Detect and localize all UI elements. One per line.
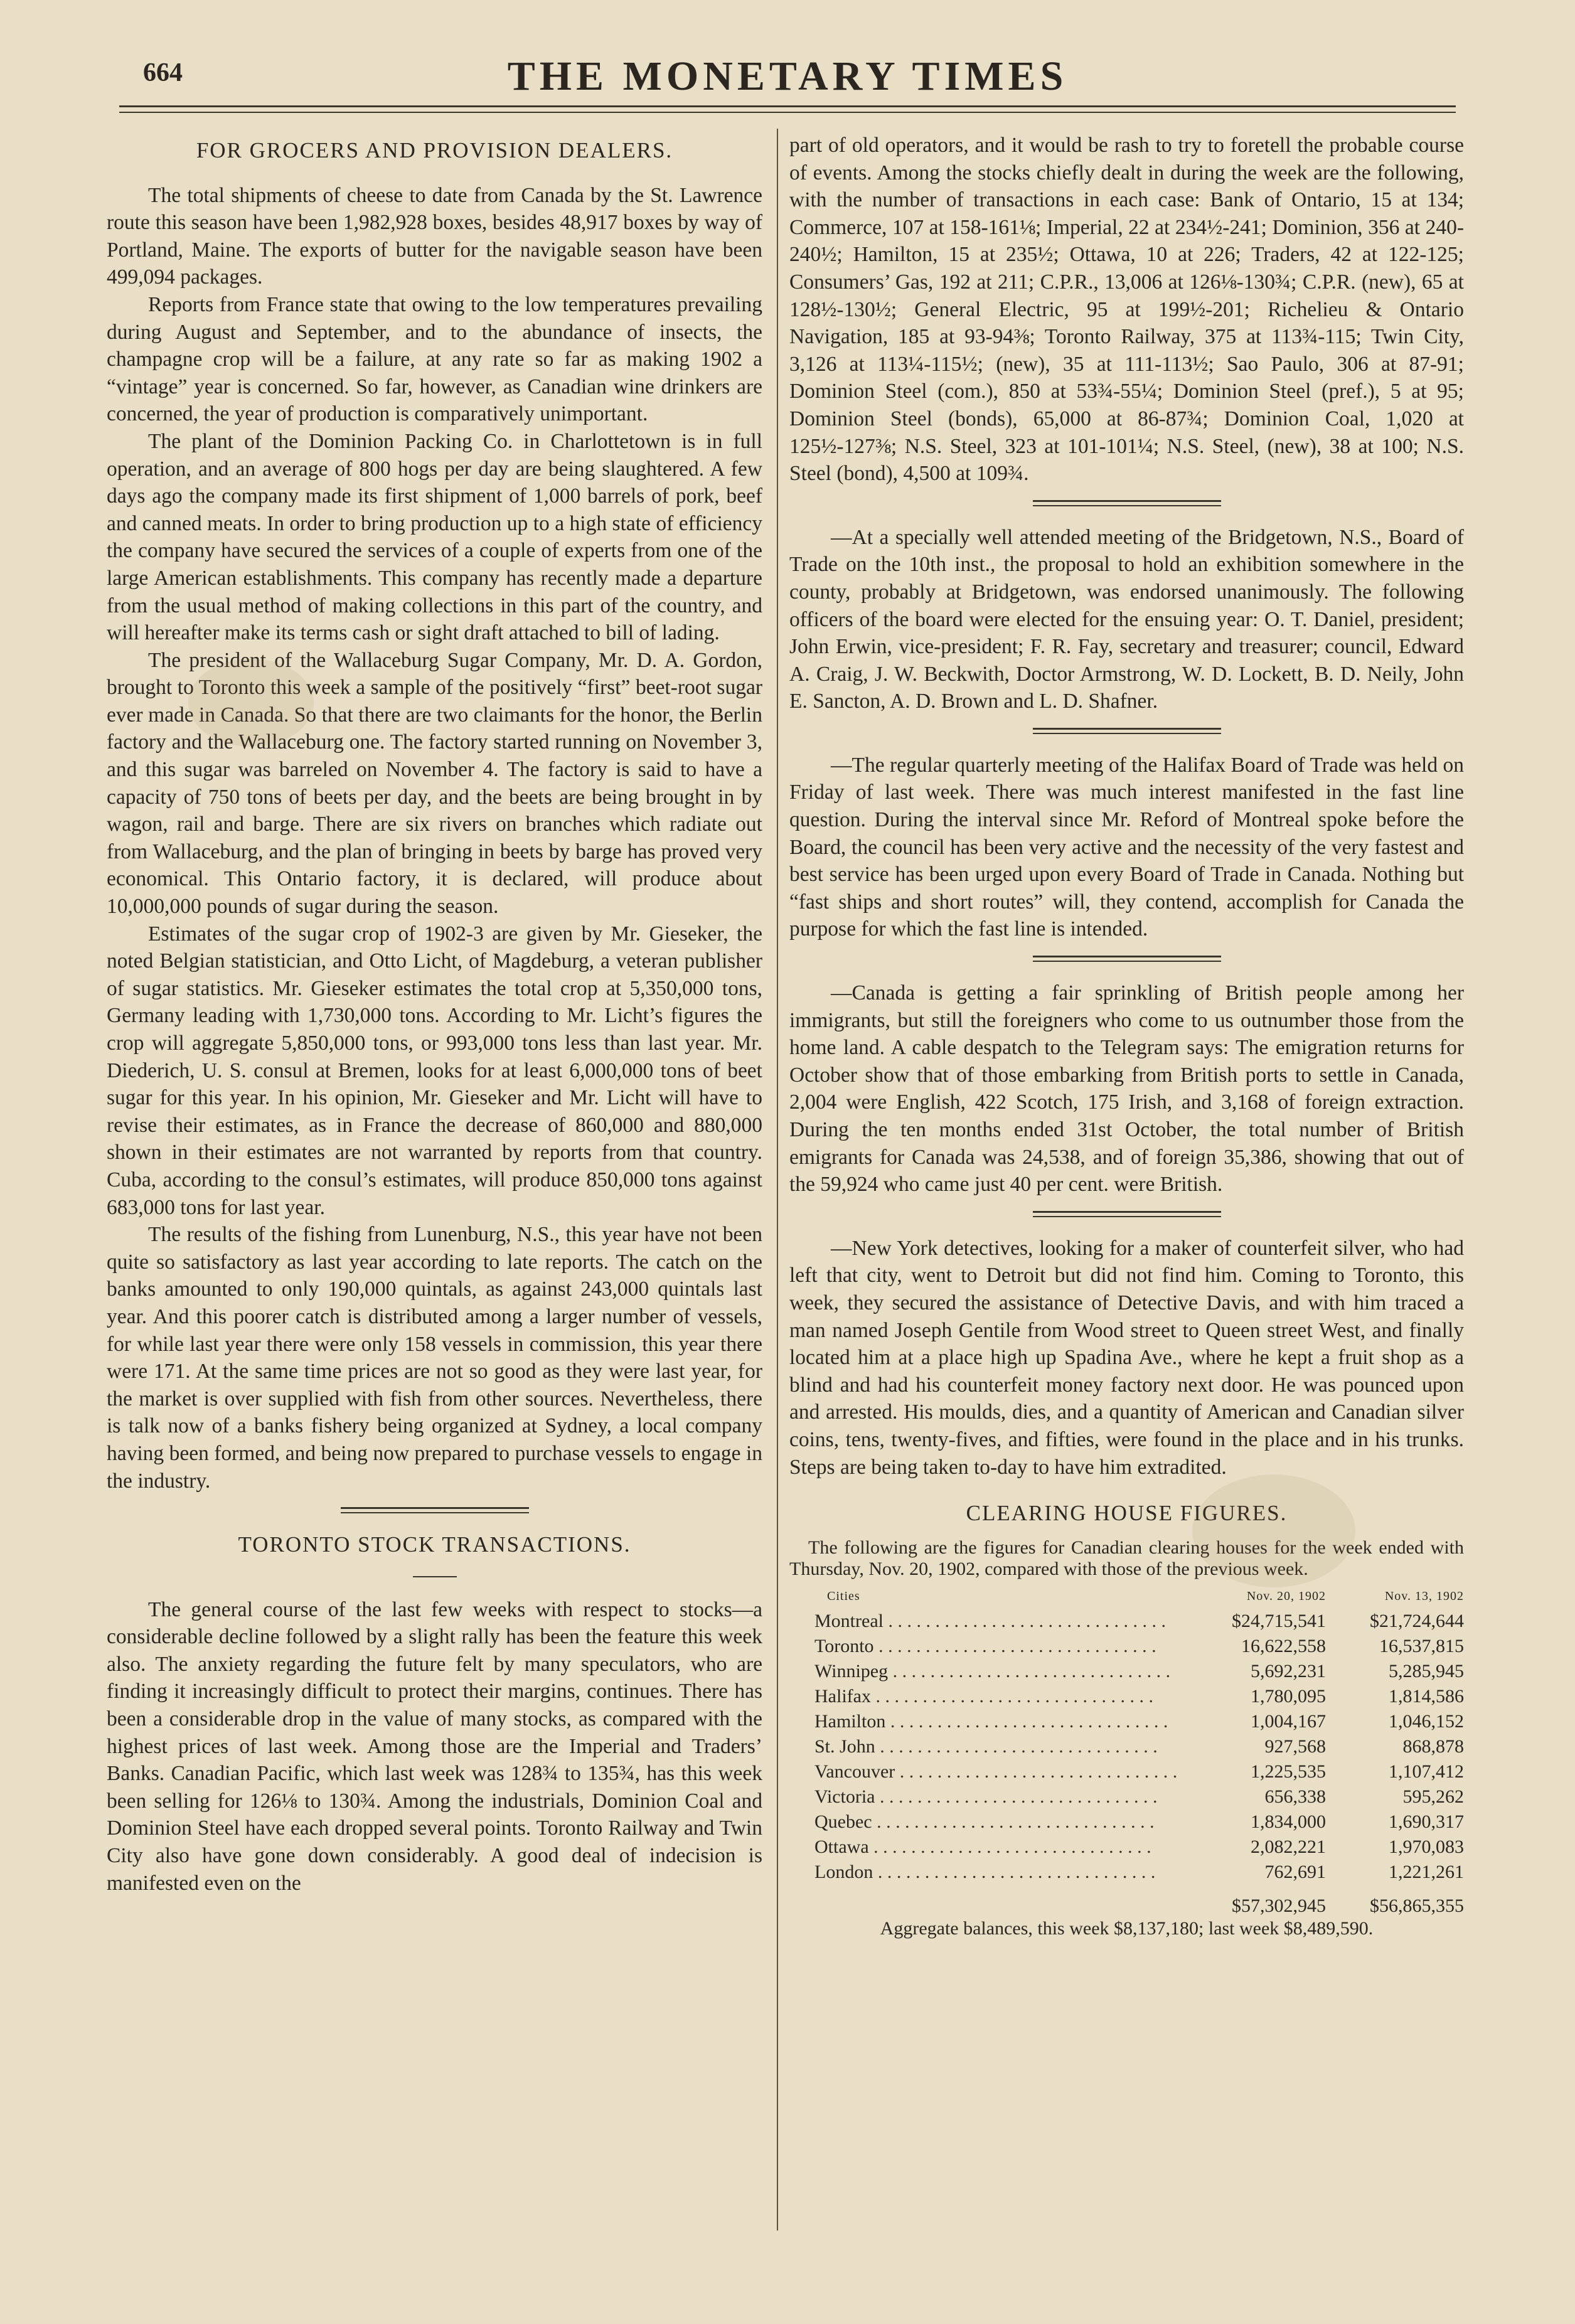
column-header-previous: Nov. 13, 1902 [1384, 1589, 1464, 1603]
stock-list-continuation: part of old operators, and it would be rash to try to foretell the probable course of events. Among the stocks chiefly dealt in during the week are the following, with the number of transactions in each case: Bank of Ontario, 15 at 134; Commerce, 107 at 158-161⅛; Imperial, 22 at 234½-241; Dominion, 356 at 240-240½; Hamilton, 15 at 235½; Ottawa, 10 at 226; Traders, 42 at 122-125; Consumers’ Gas, 192 at 211; C.P.R., 13,006 at 126⅛-130¾; C.P.R. (new), 65 at 128½-130½; General Electric, 95 at 199½-201; Richelieu & Ontario Navigation, 185 at 93-94⅜; Toronto Railway, 375 at 113¾-115; Twin City, 3,126 at 113¼-115½; (new), 35 at 111-113½; Sao Paulo, 306 at 87-91; Dominion Steel (com.), 850 at 53¾-55¼; Dominion Steel (pref.), 5 at 95; Dominion Steel (bonds), 65,000 at 86-87¾; Dominion Coal, 1,020 at 125½-127⅜; N.S. Steel, 323 at 101-101¼; N.S. Steel, (new), 38 at 100; N.S. Steel (bond), 4,500 at 109¾. [789, 134, 1464, 486]
clearing-current: 1,780,095 [1251, 1685, 1326, 1707]
clearing-city: Ottawa . . . . . . . . . . . . . . . . . . . . . . . . . . . . . . [814, 1836, 1151, 1857]
clearing-row [789, 1734, 1464, 1759]
clearing-city: Vancouver . . . . . . . . . . . . . . . . . . . . . . . . . . . . . . [814, 1761, 1178, 1782]
clearing-table [789, 1584, 1464, 1919]
item-separator [1033, 1211, 1221, 1217]
clearing-previous: 5,285,945 [1389, 1660, 1464, 1682]
clearing-intro: The following are the figures for Canadian clearing houses for the week ended with Thursday, Nov. 20, 1902, compared with those of the previous week. [789, 1537, 1464, 1579]
masthead: THE MONETARY TIMES [507, 53, 1068, 99]
clearing-city: Victoria . . . . . . . . . . . . . . . . . . . . . . . . . . . . . . [814, 1786, 1158, 1807]
clearing-city: Quebec . . . . . . . . . . . . . . . . . . . . . . . . . . . . . . [814, 1811, 1155, 1832]
news-item: —The regular quarterly meeting of the Halifax Board of Trade was held on Friday of last week. There was much interest manifested in the fast line question. During the interval since Mr. Reford of Montreal spoke before the Board, the council has been very active and the necessity of the very fastest and best service has been urged upon every Board of Trade in Canada. Nothing but “fast ships and short routes” will, they contend, accomplish for Canada the purpose for which the fast line is intended. [789, 753, 1464, 941]
clearing-city: London . . . . . . . . . . . . . . . . . . . . . . . . . . . . . . [814, 1861, 1156, 1882]
clearing-current: 1,004,167 [1251, 1710, 1326, 1732]
article-paragraph: The total shipments of cheese to date from Canada by the St. Lawrence route this season have been 1,982,928 boxes, besides 48,917 boxes by way of Portland, Maine. The exports of butter for the navigable season have been 499,094 packages. [107, 183, 762, 289]
aggregate-balances: Aggregate balances, this week $8,137,180; last week $8,489,590. [880, 1917, 1374, 1939]
clearing-previous: 1,970,083 [1389, 1836, 1464, 1857]
dot-leader: . . . . . . . . . . . . . . . . . . . . . . . . . . . . . . [872, 1811, 1155, 1832]
item-separator [1033, 500, 1221, 506]
dot-leader: . . . . . . . . . . . . . . . . . . . . . . . . . . . . . . [883, 1610, 1166, 1631]
paper-stain [1192, 1474, 1355, 1587]
clearing-current: 16,622,558 [1241, 1635, 1326, 1656]
column-header-current: Nov. 20, 1902 [1246, 1589, 1326, 1603]
clearing-totals-row [789, 1885, 1464, 1919]
article-paragraph: The plant of the Dominion Packing Co. in Charlottetown is in full operation, and an average of 800 hogs per day are being slaughtered. A few days ago the company made its first shipment of 1,000 barrels of pork, beef and canned meats. In order to bring production up to a high state of efficiency the company have secured the services of a couple of experts from one of the large American establishments. This company has recently made a departure from the usual method of making collections in this part of the country, and will hereafter make its terms cash or sight draft attached to bill of lading. [107, 429, 762, 645]
clearing-current: 927,568 [1264, 1735, 1326, 1757]
section-title-stocks: TORONTO STOCK TRANSACTIONS. [238, 1532, 631, 1557]
clearing-row [789, 1684, 1464, 1709]
news-item: —New York detectives, looking for a maker of counterfeit silver, who had left that city, went to Detroit but did not find him. Coming to Toronto, this week, they secured the assistance of Detective Davis, and with him traced a man named Joseph Gentile from Wood street to Queen street West, and finally located him at a place high up Spadina Ave., where he kept a fruit shop as a blind and had his counterfeit money factory next door. He was pounced upon and arrested. His moulds, dies, and a quantity of American and Canadian silver coins, tens, twenty-fives, and fifties, were found in the place and in his trunks. Steps are being taken to-day to have him extradited. [789, 1236, 1464, 1479]
total-previous: $56,865,355 [1370, 1895, 1464, 1916]
dot-leader: . . . . . . . . . . . . . . . . . . . . . . . . . . . . . . [870, 1685, 1153, 1707]
clearing-row [789, 1860, 1464, 1885]
article-paragraph: The president of the Wallaceburg Sugar Company, Mr. D. A. Gordon, brought to Toronto this week a sample of the positively “first” beet-root sugar ever made in Canada. So that there are two claimants for the honor, the Berlin factory and the Wallaceburg one. The factory started running on November 3, and this sugar was barreled on November 4. The factory is said to have a capacity of 750 tons of beets per day, and the beets are being brought in by wagon, rail and barge. There are six rivers on branches which radiate out from Wallaceburg, and the plan of bringing in beets by barge has proved very economical. This Ontario factory, it is declared, will produce about 10,000,000 pounds of sugar during the season. [107, 648, 762, 919]
clearing-previous: 1,107,412 [1389, 1761, 1464, 1782]
clearing-city: Halifax . . . . . . . . . . . . . . . . . . . . . . . . . . . . . . [814, 1685, 1153, 1707]
clearing-previous: 16,537,815 [1379, 1635, 1464, 1656]
item-separator [1033, 956, 1221, 962]
news-item: —Canada is getting a fair sprinkling of British people among her immigrants, but still the foreigners who come to us outnumber those from the home land. A cable despatch to the Telegram says: The emigration returns for October show that of those embarking from British ports to settle in Canada, 2,004 were English, 422 Scotch, 175 Irish, and 3,168 of foreign extraction. During the ten months ended 31st October, the total number of British emigrants for Canada was 24,538, and of foreign 35,386, showing that out of the 59,924 who came just 40 per cent. were British. [789, 981, 1464, 1197]
clearing-current: 5,692,231 [1251, 1660, 1326, 1682]
right-column [789, 132, 1464, 1942]
dot-leader: . . . . . . . . . . . . . . . . . . . . . . . . . . . . . . [895, 1761, 1178, 1782]
column-header-cities: Cities [827, 1589, 860, 1603]
clearing-row [789, 1784, 1464, 1810]
article-paragraph: Reports from France state that owing to the low temperatures prevailing during August and September, and to the abundance of insects, the champagne crop will be a failure, at any rate so far as making 1902 a “vintage” year is concerned. So far, however, as Canadian wine drinkers are concerned, the year of production is comparatively unimportant. [107, 292, 762, 426]
dot-leader: . . . . . . . . . . . . . . . . . . . . . . . . . . . . . . [875, 1786, 1158, 1807]
clearing-row [789, 1759, 1464, 1784]
section-separator [341, 1507, 529, 1513]
article-paragraph: The results of the fishing from Lunenburg, N.S., this year have not been quite so satisfactory as last year according to late reports. The catch on the banks amounted to only 190,000 quintals, as against 243,000 quintals last year. And this poorer catch is distributed among a larger number of vessels, for while last year there were only 158 vessels in commission, this year there were 171. At the same time prices are not so good as they were last year, for the market is over supplied with fish from other sources. Nevertheless, there is talk now of a banks fishery being organized at Sydney, a local company having been formed, and being now prepared to purchase vessels to engage in the industry. [107, 1223, 762, 1493]
clearing-previous: 1,814,586 [1389, 1685, 1464, 1707]
clearing-previous: 1,690,317 [1389, 1811, 1464, 1832]
dot-leader: . . . . . . . . . . . . . . . . . . . . . . . . . . . . . . [873, 1635, 1156, 1656]
clearing-city: Montreal . . . . . . . . . . . . . . . . . . . . . . . . . . . . . . [814, 1610, 1166, 1631]
news-item: —At a specially well attended meeting of the Bridgetown, N.S., Board of Trade on the 10th inst., the proposal to hold an exhibition somewhere in the county, probably at Bridgetown, was endorsed unanimously. The following officers of the board were elected for the ensuing year: O. T. Daniel, president; John Erwin, vice-president; F. R. Fay, secretary and treasurer; council, Edward A. Craig, J. W. Beckwith, Doctor Armstrong, W. D. Lockett, B. D. Neily, John E. Sancton, A. D. Brown and L. D. Shafner. [789, 525, 1464, 713]
item-separator [1033, 728, 1221, 734]
left-column [107, 132, 762, 1897]
clearing-current: 656,338 [1264, 1786, 1326, 1807]
page-number: 664 [143, 58, 183, 87]
clearing-row [789, 1835, 1464, 1860]
dot-leader: . . . . . . . . . . . . . . . . . . . . . . . . . . . . . . [885, 1710, 1168, 1732]
clearing-previous: 1,046,152 [1389, 1710, 1464, 1732]
masthead-rule-bottom [119, 112, 1456, 113]
dot-leader: . . . . . . . . . . . . . . . . . . . . . . . . . . . . . . [868, 1836, 1151, 1857]
article-paragraph: The general course of the last few weeks with respect to stocks—a considerable decline followed by a slight rally has been the feature this week also. The anxiety regarding the future felt by many speculators, who are finding it increasingly difficult to protect their margins, continues. There has been a considerable drop in the value of many stocks, as compared with the highest prices of last week. Among those are the Imperial and Traders’ Banks. Canadian Pacific, which last week was 128¾ to 135¾, has this week been selling for 126⅛ to 130¾. Among the industrials, Dominion Coal and Dominion Steel have each dropped several points. Toronto Railway and Twin City also have gone down considerably. A good deal of indecision is manifested even on the [107, 1597, 762, 1895]
clearing-current: 762,691 [1264, 1861, 1326, 1882]
clearing-row [789, 1609, 1464, 1634]
clearing-city: Toronto . . . . . . . . . . . . . . . . . . . . . . . . . . . . . . [814, 1635, 1156, 1656]
total-current: $57,302,945 [1232, 1895, 1326, 1916]
clearing-city: Winnipeg . . . . . . . . . . . . . . . . . . . . . . . . . . . . . . [814, 1660, 1171, 1682]
clearing-previous: 595,262 [1402, 1786, 1464, 1807]
clearing-previous: 1,221,261 [1389, 1861, 1464, 1882]
clearing-title: CLEARING HOUSE FIGURES. [966, 1501, 1288, 1526]
dot-leader: . . . . . . . . . . . . . . . . . . . . . . . . . . . . . . [888, 1660, 1171, 1682]
dot-leader: . . . . . . . . . . . . . . . . . . . . . . . . . . . . . . [873, 1861, 1156, 1882]
clearing-current: $24,715,541 [1232, 1610, 1326, 1631]
clearing-header-row [789, 1584, 1464, 1609]
clearing-previous: $21,724,644 [1370, 1610, 1464, 1631]
clearing-row [789, 1634, 1464, 1659]
column-divider [777, 129, 778, 2231]
clearing-current: 1,225,535 [1251, 1761, 1326, 1782]
clearing-previous: 868,878 [1402, 1735, 1464, 1757]
clearing-current: 2,082,221 [1251, 1836, 1326, 1857]
paper-stain [188, 659, 314, 747]
dot-leader: . . . . . . . . . . . . . . . . . . . . . . . . . . . . . . [875, 1735, 1158, 1757]
clearing-city: Hamilton . . . . . . . . . . . . . . . . . . . . . . . . . . . . . . [814, 1710, 1168, 1732]
clearing-row [789, 1659, 1464, 1684]
clearing-current: 1,834,000 [1251, 1811, 1326, 1832]
article-paragraph: Estimates of the sugar crop of 1902-3 are given by Mr. Gieseker, the noted Belgian statistician, and Otto Licht, of Magdeburg, a veteran publisher of sugar statistics. Mr. Gieseker estimates the total crop at 5,350,000 tons, Germany leading with 1,730,000 tons. According to Mr. Licht’s figures the crop will aggregate 5,850,000 tons, or 993,000 tons less than last year. Mr. Diederich, U. S. consul at Bremen, looks for at least 6,000,000 tons of beet sugar for this year. In his opinion, Mr. Gieseker and Mr. Licht will have to revise their estimates, as in France the decrease of 860,000 and 880,000 shown in their estimates are not warranted by reports from that country. Cuba, according to the consul’s estimates, will produce 850,000 tons against 683,000 tons for last year. [107, 922, 762, 1219]
clearing-row [789, 1709, 1464, 1734]
clearing-city: St. John . . . . . . . . . . . . . . . . . . . . . . . . . . . . . . [814, 1735, 1158, 1757]
clearing-row [789, 1810, 1464, 1835]
title-underline [413, 1576, 457, 1577]
masthead-rule-top [119, 105, 1456, 107]
section-title-grocers: FOR GROCERS AND PROVISION DEALERS. [196, 138, 673, 163]
